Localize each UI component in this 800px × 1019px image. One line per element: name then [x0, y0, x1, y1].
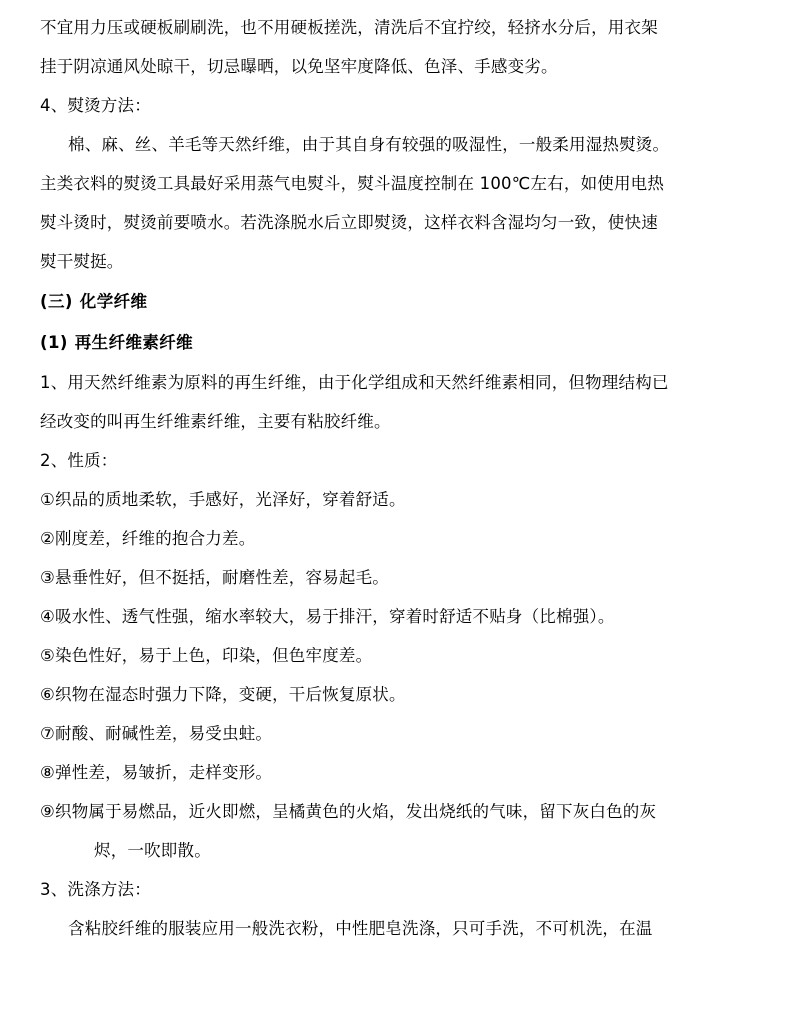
paragraph-line: 含粘胶纤维的服装应用一般洗衣粉，中性肥皂洗涤，只可手洗，不可机洗，在温 [68, 919, 653, 938]
property-list-item: ⑥织物在湿态时强力下降，变硬，干后恢复原状。 [40, 685, 406, 704]
paragraph-line: 熨干熨挺。 [40, 252, 124, 271]
property-list-item: ⑨织物属于易燃品，近火即燃，呈橘黄色的火焰，发出烧纸的气味，留下灰白色的灰 [40, 802, 657, 821]
paragraph-line: 1、用天然纤维素为原料的再生纤维，由于化学组成和天然纤维素相同，但物理结构已 [40, 373, 669, 392]
list-item-heading: 4、熨烫方法： [40, 96, 151, 115]
paragraph-line: 经改变的叫再生纤维素纤维，主要有粘胶纤维。 [40, 412, 391, 431]
property-list-item: ⑦耐酸、耐碱性差，易受虫蛀。 [40, 724, 273, 743]
section-heading-chemical-fiber [40, 281, 756, 322]
list-item-heading: 3、洗涤方法： [40, 880, 151, 899]
section-heading-label: 化学纤维 [79, 292, 148, 311]
property-list-item: ⑧弹性差，易皱折，走样变形。 [40, 763, 273, 782]
subsection-heading-label: 再生纤维素纤维 [74, 333, 194, 352]
list-item-heading: 2、性质： [40, 451, 118, 470]
paragraph-line: 不宜用力压或硬板刷刷洗，也不用硬板搓洗，清洗后不宜拧绞，轻挤水分后，用衣架 [40, 18, 658, 37]
paragraph-line: 主类衣料的熨烫工具最好采用蒸气电熨斗，熨斗温度控制在 100℃左右，如使用电热 [40, 174, 665, 193]
subsection-marker: (1) [40, 333, 68, 352]
property-list-item: ①织品的质地柔软，手感好，光泽好，穿着舒适。 [40, 490, 406, 509]
paragraph-line: 挂于阴凉通风处晾干，切忌曝晒，以免坚牢度降低、色泽、手感变劣。 [40, 57, 558, 76]
property-list-item-continued: 烬，一吹即散。 [94, 841, 211, 860]
property-list-item: ②刚度差，纤维的抱合力差。 [40, 529, 256, 548]
section-marker: (三) [40, 292, 73, 311]
property-list-item: ④吸水性、透气性强，缩水率较大，易于排汗，穿着时舒适不贴身（比棉强）。 [40, 607, 615, 626]
paragraph-line: 棉、麻、丝、羊毛等天然纤维，由于其自身有较强的吸湿性，一般柔用湿热熨烫。 [68, 135, 670, 154]
property-list-item: ⑤染色性好，易于上色，印染，但色牢度差。 [40, 646, 373, 665]
subsection-heading-regenerated-cellulose [40, 322, 756, 363]
property-list-item: ③悬垂性好，但不挺括，耐磨性差，容易起毛。 [40, 568, 389, 587]
paragraph-line: 熨斗烫时，熨烫前要喷水。若洗涤脱水后立即熨烫，这样衣料含湿均匀一致，使快速 [40, 213, 658, 232]
